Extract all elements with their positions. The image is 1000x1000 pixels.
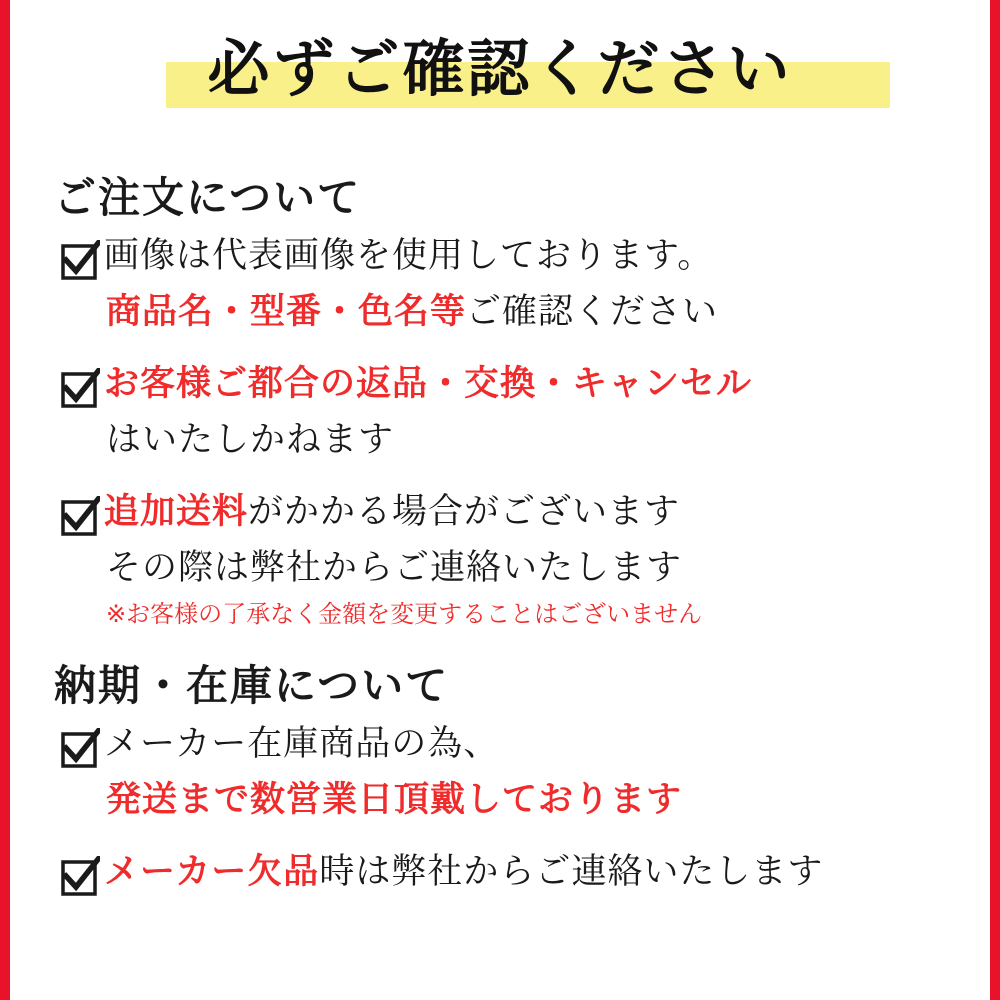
line-text-black: 画像は代表画像を使用しております。	[104, 236, 714, 276]
list-item-line	[104, 284, 962, 340]
checkbox-checked-icon	[60, 856, 100, 896]
list-item-line	[104, 716, 962, 772]
list-item-line	[104, 356, 962, 412]
checkbox-checked-icon	[60, 240, 100, 280]
line-text-black-suffix: がかかる場合がございます	[248, 492, 681, 532]
list-item-line	[104, 228, 962, 284]
list-item-note: ※お客様の了承なく金額を変更することはございません	[106, 600, 703, 628]
list-item	[60, 484, 962, 632]
list-item	[60, 356, 962, 468]
list-item	[60, 716, 962, 828]
line-text-black: はいたしかねます	[106, 420, 395, 460]
line-text-red: 発送まで数営業日頂戴しております	[106, 780, 683, 820]
list-item-line	[104, 484, 962, 540]
checkbox-checked-icon	[60, 728, 100, 768]
section-heading-order: ご注文について	[54, 173, 362, 222]
line-text-black-suffix: ご確認ください	[466, 292, 719, 332]
line-text-black-suffix: 時は弊社からご連絡いたします	[319, 852, 824, 892]
list-item	[60, 844, 962, 900]
checkbox-checked-icon	[60, 496, 100, 536]
list-item-text	[104, 228, 962, 340]
list-item-text	[104, 356, 962, 468]
list-item-line	[104, 772, 962, 828]
line-text-red: 追加送料	[104, 492, 249, 532]
line-text-red: メーカー欠品	[104, 852, 320, 892]
list-item-line	[104, 412, 962, 468]
list-item-text	[104, 484, 962, 632]
section-heading-delivery: 納期・在庫について	[54, 661, 450, 710]
list-item	[60, 228, 962, 340]
notice-content	[10, 0, 990, 1000]
list-item-text	[104, 844, 962, 900]
list-item-line	[104, 844, 962, 900]
line-text-red: お客様ご都合の返品・交換・キャンセル	[104, 364, 753, 404]
page-title-text: 必ずご確認ください	[207, 32, 793, 105]
page-title	[38, 0, 962, 112]
checkbox-checked-icon	[60, 368, 100, 408]
line-text-black: メーカー在庫商品の為、	[104, 724, 500, 764]
list-item-text	[104, 716, 962, 828]
line-text-red: 商品名・型番・色名等	[106, 292, 467, 332]
line-text-black: その際は弊社からご連絡いたします	[106, 548, 683, 588]
list-item-line	[104, 540, 962, 596]
